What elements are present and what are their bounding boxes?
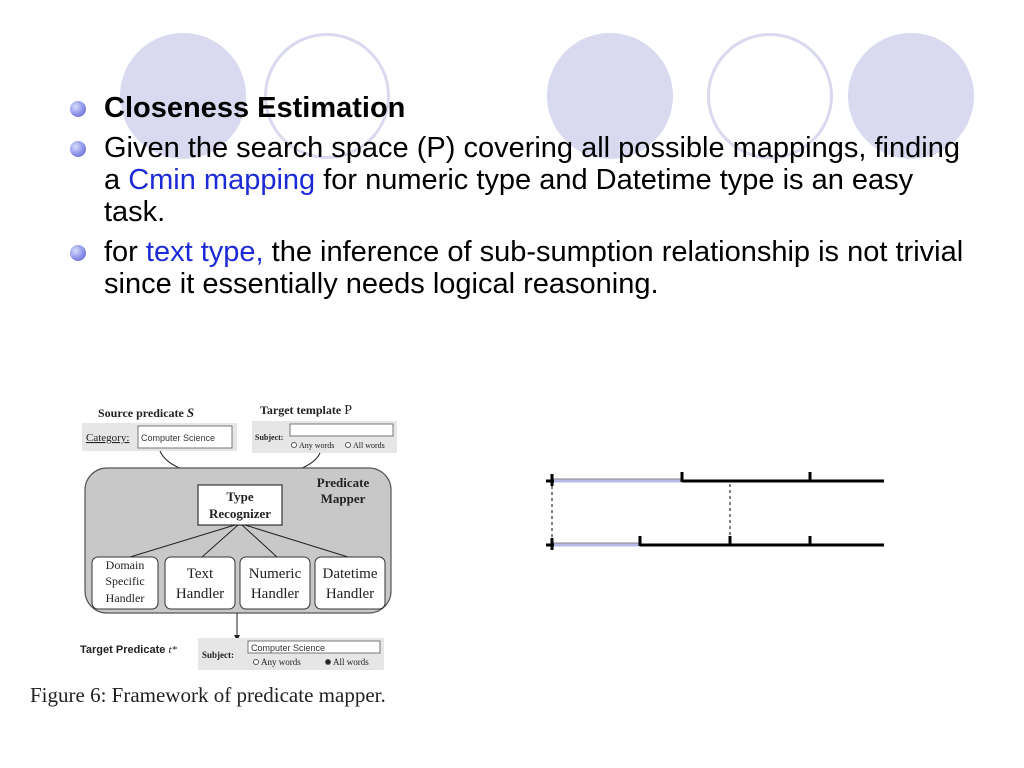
- interval-diagram: [540, 460, 890, 560]
- target-all-words-label: All words: [333, 657, 369, 667]
- category-label: Category:: [86, 432, 130, 444]
- bullet-text: Given the search space (P) covering all possible mappings, finding a: [104, 132, 960, 196]
- any-words-label: Any words: [299, 441, 335, 450]
- predicate-mapper-label-1: Predicate: [316, 475, 370, 490]
- bullet-text: the inference of sub-sumption relationship is not trivial since it essentially needs logical reasoning.: [104, 236, 964, 300]
- bullet-text: for: [104, 236, 146, 268]
- target-predicate-label: Target Predicate t*: [80, 644, 178, 656]
- type-recognizer-label-2: Recognizer: [208, 506, 272, 521]
- category-value: Computer Science: [141, 433, 216, 443]
- template-subject-label: Subject:: [255, 433, 284, 442]
- figure-caption: Figure 6: Framework of predicate mapper.: [30, 683, 386, 707]
- highlight-cmin-mapping: Cmin mapping: [128, 164, 316, 196]
- target-template-label: Target template P: [260, 403, 352, 418]
- highlight-text-type: text type,: [145, 236, 264, 268]
- domain-handler-label-2: Specific: [105, 574, 145, 588]
- bullet-dot-icon: [70, 101, 86, 117]
- numeric-handler-label-2: Handler: [250, 586, 300, 602]
- target-subject-value: Computer Science: [251, 643, 326, 653]
- text-handler-label-1: Text: [186, 566, 214, 582]
- predicate-mapper-figure: [30, 395, 470, 715]
- radio-all-words-icon: [346, 443, 351, 448]
- bullet-text: Closeness Estimation: [104, 92, 406, 124]
- all-words-label: All words: [353, 441, 385, 450]
- bullet-dot-icon: [70, 141, 86, 157]
- type-recognizer-label-1: Type: [226, 489, 254, 504]
- predicate-mapper-label-2: Mapper: [320, 491, 366, 506]
- bullet-item-search-space: [70, 132, 970, 228]
- source-predicate-label: Source predicate S: [98, 405, 195, 420]
- numeric-handler-label-1: Numeric: [248, 566, 302, 582]
- datetime-handler-label-1: Datetime: [322, 566, 378, 582]
- bullet-text: for numeric type and Datetime type is an easy task.: [104, 164, 914, 228]
- bullet-list: [70, 92, 970, 308]
- domain-handler-label-1: Domain: [105, 558, 145, 572]
- radio-any-words-icon: [254, 660, 259, 665]
- bullet-dot-icon: [70, 245, 86, 261]
- datetime-handler-label-2: Handler: [325, 586, 375, 602]
- domain-handler-label-3: Handler: [105, 591, 145, 605]
- bullet-item-text-type: [70, 236, 970, 300]
- bullet-item-closeness: [70, 92, 970, 124]
- radio-any-words-icon: [292, 443, 297, 448]
- text-handler-label-2: Handler: [175, 586, 225, 602]
- template-subject-input: [290, 424, 393, 436]
- target-any-words-label: Any words: [261, 657, 301, 667]
- radio-all-words-selected-icon: [326, 660, 331, 665]
- target-subject-label: Subject:: [202, 650, 234, 660]
